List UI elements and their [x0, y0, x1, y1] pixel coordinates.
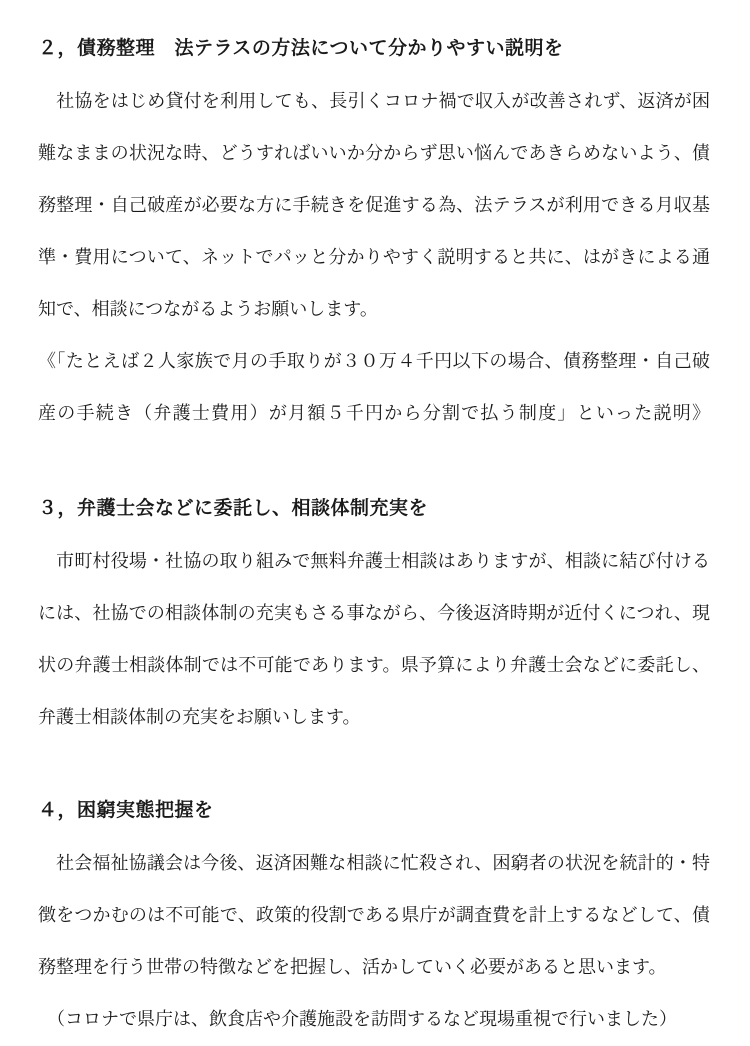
text-line: 状の弁護士相談体制では不可能であります。県予算により弁護士会などに委託し、 — [38, 655, 710, 675]
text-line: 徴をつかむのは不可能で、政策的役割である県庁が調査費を計上するなどして、債 — [38, 905, 710, 925]
text-line: 産の手続き（弁護士費用）が月額５千円から分割で払う制度」といった説明》 — [38, 403, 710, 423]
text-line: 《「たとえば２人家族で月の手取りが３０万４千円以下の場合、債務整理・自己破 — [38, 351, 710, 371]
text-line: 務整理・自己破産が必要な方に手続きを促進する為、法テラスが利用できる月収基 — [38, 195, 710, 215]
text-line: 務整理を行う世帯の特徴などを把握し、活かしていく必要があると思います。 — [38, 957, 667, 977]
section-poverty-survey — [38, 785, 710, 1045]
text-line: 弁護士相談体制の充実をお願いします。 — [38, 707, 361, 727]
section-heading: ４，困窮実態把握を — [38, 800, 214, 821]
text-line: 社会福祉協議会は今後、返済困難な相談に忙殺され、困窮者の状況を統計的・特 — [38, 853, 710, 873]
text-line: 社協をはじめ貸付を利用しても、長引くコロナ禍で収入が改善されず、返済が困 — [38, 91, 710, 111]
text-line: には、社協での相談体制の充実もさる事ながら、今後返済時期が近付くにつれ、現 — [38, 603, 710, 623]
text-line: 難なままの状況な時、どうすればいいか分からず思い悩んであきらめないよう、債 — [38, 143, 710, 163]
section-heading: ２，債務整理 法テラスの方法について分かりやすい説明を — [38, 38, 564, 59]
text-line: （コロナで県庁は、飲食店や介護施設を訪問するなど現場重視で行いました） — [38, 1009, 677, 1029]
text-line: 市町村役場・社協の取り組みで無料弁護士相談はありますが、相談に結び付ける — [38, 551, 710, 571]
section-heading: ３，弁護士会などに委託し、相談体制充実を — [38, 498, 429, 519]
text-line: 準・費用について、ネットでパッと分かりやすく説明すると共に、はがきによる通 — [38, 247, 710, 267]
section-lawyer-consultation — [38, 483, 710, 743]
text-line: 知で、相談につながるようお願いします。 — [38, 299, 378, 319]
section-debt-consolidation — [38, 23, 710, 439]
